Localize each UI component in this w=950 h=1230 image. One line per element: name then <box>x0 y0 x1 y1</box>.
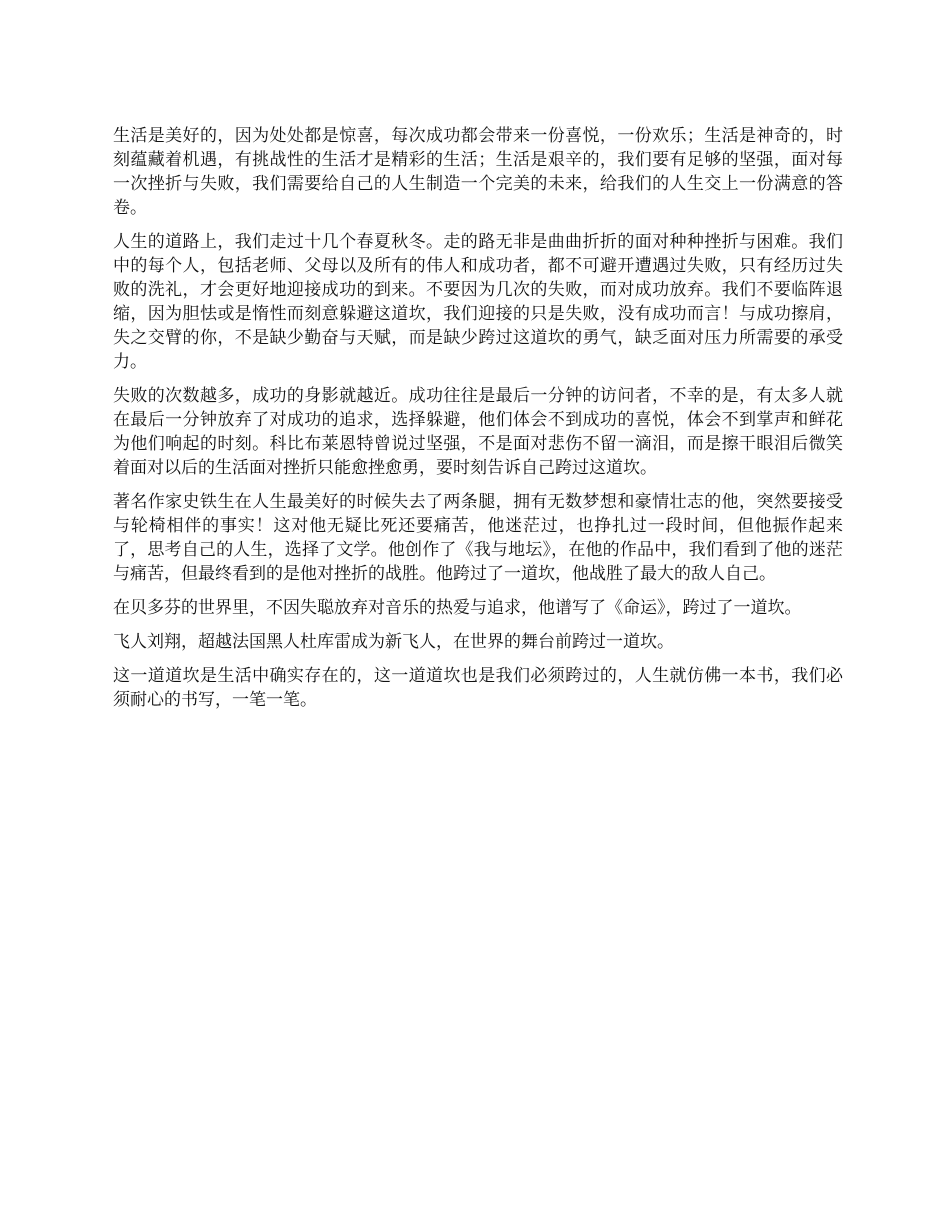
paragraph-7: 这一道道坎是生活中确实存在的，这一道道坎也是我们必须跨过的，人生就仿佛一本书，我们必须耐心的书写，一笔一笔。 <box>113 666 843 710</box>
paragraph-4: 著名作家史铁生在人生最美好的时候失去了两条腿，拥有无数梦想和豪情壮志的他，突然要接受与轮椅相伴的事实！这对他无疑比死还要痛苦，他迷茫过，也挣扎过一段时间，但他振作起来了，思考自己的人生，选择了文学。他创作了《我与地坛》，在他的作品中，我们看到了他的迷茫与痛苦，但最终看到的是他对挫折的战胜。他跨过了一道坎，他战胜了最大的敌人自己。 <box>113 492 843 584</box>
paragraph-5: 在贝多芬的世界里，不因失聪放弃对音乐的热爱与追求，他谱写了《命运》，跨过了一道坎。 <box>113 598 802 618</box>
document-body <box>113 124 843 722</box>
paragraph-2: 人生的道路上，我们走过十几个春夏秋冬。走的路无非是曲曲折折的面对种种挫折与困难。我们中的每个人，包括老师、父母以及所有的伟人和成功者，都不可避开遭遇过失败，只有经历过失败的洗礼，才会更好地迎接成功的到来。不要因为几次的失败，而对成功放弃。我们不要临阵退缩，因为胆怯或是惰性而刻意躲避这道坎，我们迎接的只是失败，没有成功而言！与成功擦肩，失之交臂的你，不是缺少勤奋与天赋，而是缺少跨过这道坎的勇气，缺乏面对压力所需要的承受力。 <box>113 232 843 372</box>
paragraph-6: 飞人刘翔，超越法国黑人杜库雷成为新飞人，在世界的舞台前跨过一道坎。 <box>113 632 674 652</box>
paragraph-3: 失败的次数越多，成功的身影就越近。成功往往是最后一分钟的访问者，不幸的是，有太多人就在最后一分钟放弃了对成功的追求，选择躲避，他们体会不到成功的喜悦，体会不到掌声和鲜花为他们响起的时刻。科比布莱恩特曾说过坚强，不是面对悲伤不留一滴泪，而是擦干眼泪后微笑着面对以后的生活面对挫折只能愈挫愈勇，要时刻告诉自己跨过这道坎。 <box>113 386 843 478</box>
paragraph-1: 生活是美好的，因为处处都是惊喜，每次成功都会带来一份喜悦，一份欢乐；生活是神奇的，时刻蕴藏着机遇，有挑战性的生活才是精彩的生活；生活是艰辛的，我们要有足够的坚强，面对每一次挫折与失败，我们需要给自己的人生制造一个完美的未来，给我们的人生交上一份满意的答卷。 <box>113 126 843 218</box>
